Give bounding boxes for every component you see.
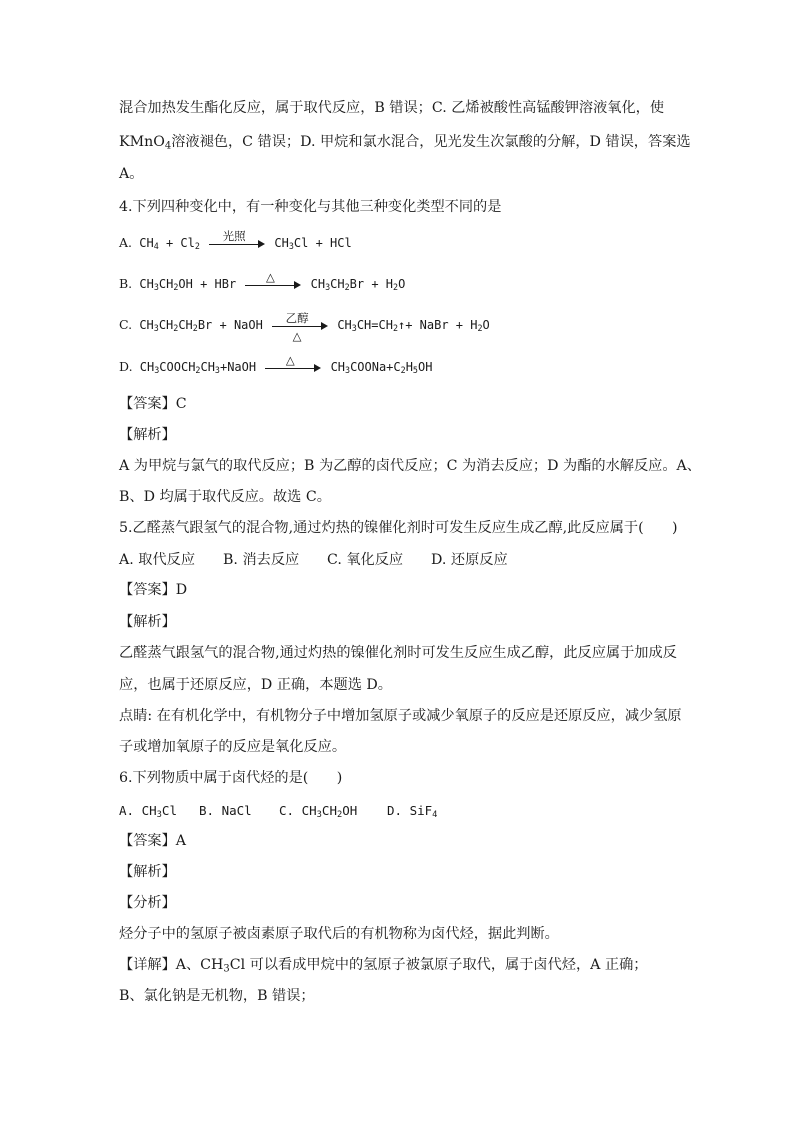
- text-line: 子或增加氧原子的反应是氧化反应。: [119, 739, 347, 755]
- reaction-arrow: 光照: [209, 235, 265, 253]
- q5-option-a: A. 取代反应: [119, 552, 196, 568]
- text-line: KMnO$_4$溶液褪色，C 错误；D. 甲烷和氯水混合，见光发生次氯酸的分解，D 错误，答案选: [119, 134, 691, 152]
- q6-options: [119, 802, 437, 820]
- text-line: A。: [119, 166, 144, 182]
- text-line: 【详解】A、$CH_3Cl$ 可以看成甲烷中的氢原子被氯原子取代，属于卤代烃，A 正确；: [119, 957, 648, 975]
- reaction-arrow: 乙醇 △: [272, 317, 328, 335]
- text-line: 乙醛蒸气跟氢气的混合物,通过灼热的镍催化剂时可发生反应生成乙醇，此反应属于加成反: [119, 645, 677, 661]
- answer-label: 【答案】D: [119, 582, 188, 598]
- q4-option-c: C. $CH_3CH_2CH_2Br$ + NaOH 乙醇 △ $CH_3CH=CH_2↑+$ NaBr + $H_2O$: [119, 310, 490, 343]
- answer-label: 【答案】C: [119, 396, 187, 412]
- analysis-label: 【解析】: [119, 614, 176, 630]
- question-6: 6.下列物质中属于卤代烃的是( ): [119, 770, 343, 786]
- reaction-arrow: △: [265, 359, 321, 377]
- reaction-arrow: △: [245, 276, 301, 294]
- q4-option-d: D. $CH_3COOCH_2CH_3+NaOH$ △ $CH_3COONa+C_2H_5OH$: [119, 352, 433, 376]
- q5-option-c: C. 氧化反应: [327, 552, 404, 568]
- q6-option-d: D. SiF$_4$: [387, 803, 438, 821]
- text-line: B、氯化钠是无机物，B 错误；: [119, 988, 315, 1004]
- analysis-label: 【解析】: [119, 427, 176, 443]
- text-line: 混合加热发生酯化反应，属于取代反应，B 错误；C. 乙烯被酸性高锰酸钾溶液氧化，使: [119, 100, 665, 116]
- q5-option-b: B. 消去反应: [223, 552, 300, 568]
- q5-options: [119, 550, 508, 570]
- text-line: 应，也属于还原反应，D 正确，本题选 D。: [119, 677, 392, 693]
- q4-option-b: B. $CH_3CH_2OH$ + HBr △ $CH_3CH_2Br + H_2O$: [119, 269, 406, 293]
- answer-label: 【答案】A: [119, 833, 186, 849]
- text-line: A 为甲烷与氯气的取代反应；B 为乙醇的卤代反应；C 为消去反应；D 为酯的水解反应。A、: [119, 458, 701, 474]
- question-4: 4.下列四种变化中，有一种变化与其他三种变化类型不同的是: [119, 199, 502, 215]
- q6-option-b: B. NaCl: [199, 803, 252, 818]
- q6-option-c: C. $CH_3CH_2OH$: [279, 803, 358, 821]
- text-line: B、D 均属于取代反应。故选 C。: [119, 489, 331, 505]
- q4-option-a: A. $CH_4 + Cl_2$ 光照 $CH_3Cl$ + HCl: [119, 228, 352, 252]
- analysis-label: 【解析】: [119, 864, 176, 880]
- question-5: 5.乙醛蒸气跟氢气的混合物,通过灼热的镍催化剂时可发生反应生成乙醇,此反应属于( ): [119, 520, 678, 536]
- q6-option-a: A. $CH_3Cl$: [119, 803, 177, 821]
- q5-option-d: D. 还原反应: [431, 552, 508, 568]
- analysis-sub-label: 【分析】: [119, 895, 176, 911]
- text-line: 烃分子中的氢原子被卤素原子取代后的有机物称为卤代烃，据此判断。: [119, 926, 559, 942]
- text-line: 点睛: 在有机化学中，有机物分子中增加氢原子或减少氧原子的反应是还原反应，减少氢原: [119, 708, 682, 724]
